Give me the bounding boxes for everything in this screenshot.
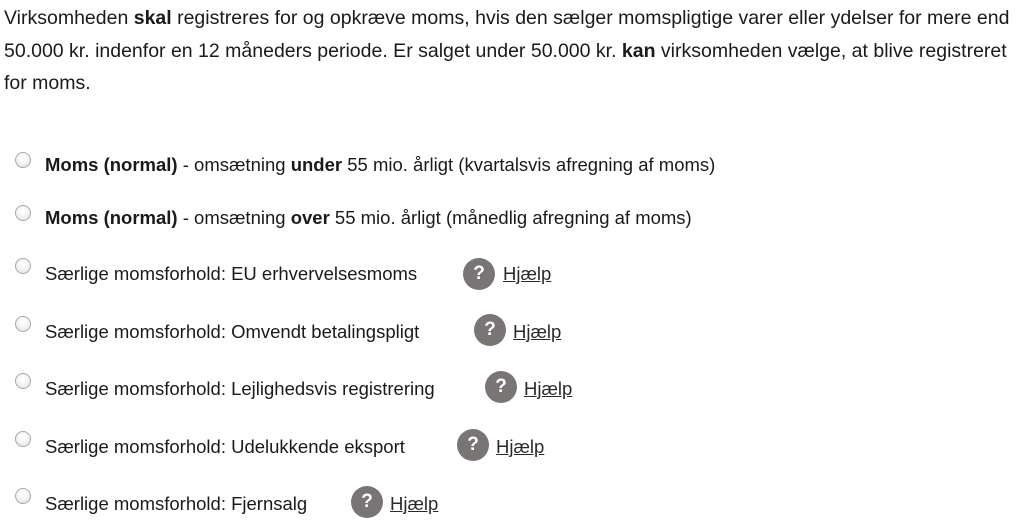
option-moms-normal-over[interactable] (0, 203, 1019, 233)
radio-fjernsalg[interactable] (15, 488, 31, 504)
help-link[interactable]: Hjælp (524, 378, 573, 399)
option-omvendt-betalingspligt[interactable] (0, 316, 1019, 346)
radio-udelukkende-eksport[interactable] (15, 431, 31, 447)
radio-eu-erhvervelsesmoms[interactable] (15, 258, 31, 274)
option-fjernsalg[interactable] (0, 488, 1019, 518)
option-label (45, 153, 715, 177)
option-label: Særlige momsforhold: Udelukkende eksport (45, 436, 405, 457)
intro-text-part: registreres for og opkræve moms, hvis den sælger momspligtige varer eller ydelser for mere end 50.000 kr. indenfor en 12 måneders periode. Er salget under 50.000 kr. (4, 7, 1010, 62)
intro-text-part: Virksomheden (4, 7, 134, 29)
option-udelukkende-eksport[interactable] (0, 431, 1019, 461)
option-eu-erhvervelsesmoms[interactable] (0, 258, 1019, 288)
option-moms-normal-under[interactable] (0, 150, 1019, 180)
option-label: Særlige momsforhold: Lejlighedsvis registrering (45, 378, 435, 399)
radio-lejlighedsvis-registrering[interactable] (15, 373, 31, 389)
help-link[interactable]: Hjælp (390, 493, 439, 514)
help-link[interactable]: Hjælp (496, 436, 545, 457)
intro-text (4, 2, 1014, 100)
help-question-icon[interactable]: ? (463, 258, 495, 290)
help-question-icon[interactable]: ? (351, 486, 383, 518)
intro-text-part: virksomheden vælge, at blive registreret for moms. (4, 39, 1007, 94)
intro-emphasis-skal: skal (133, 7, 172, 29)
option-label-bold: Moms (normal) (45, 154, 178, 175)
option-label: Særlige momsforhold: EU erhvervelsesmoms (45, 263, 418, 284)
option-label-text: 55 mio. årligt (månedlig afregning af moms) (329, 207, 692, 228)
option-label-text: - omsætning (177, 154, 291, 175)
option-label-bold: Moms (normal) (45, 207, 178, 228)
option-label-bold: under (290, 154, 343, 175)
option-label (45, 206, 692, 230)
option-label: Særlige momsforhold: Fjernsalg (45, 493, 308, 514)
intro-emphasis-kan: kan (621, 39, 656, 62)
option-label-bold: over (290, 207, 330, 228)
help-link[interactable]: Hjælp (513, 321, 562, 342)
help-link[interactable]: Hjælp (503, 263, 552, 284)
help-question-icon[interactable]: ? (485, 371, 517, 403)
radio-moms-normal-over[interactable] (15, 205, 31, 221)
option-lejlighedsvis-registrering[interactable] (0, 373, 1019, 403)
radio-moms-normal-under[interactable] (15, 152, 31, 168)
option-label: Særlige momsforhold: Omvendt betalingspligt (45, 321, 420, 342)
help-question-icon[interactable]: ? (457, 429, 489, 461)
option-label-text: 55 mio. årligt (kvartalsvis afregning af moms) (342, 154, 716, 175)
option-label-text: - omsætning (177, 207, 291, 228)
radio-omvendt-betalingspligt[interactable] (15, 316, 31, 332)
help-question-icon[interactable]: ? (474, 314, 506, 346)
